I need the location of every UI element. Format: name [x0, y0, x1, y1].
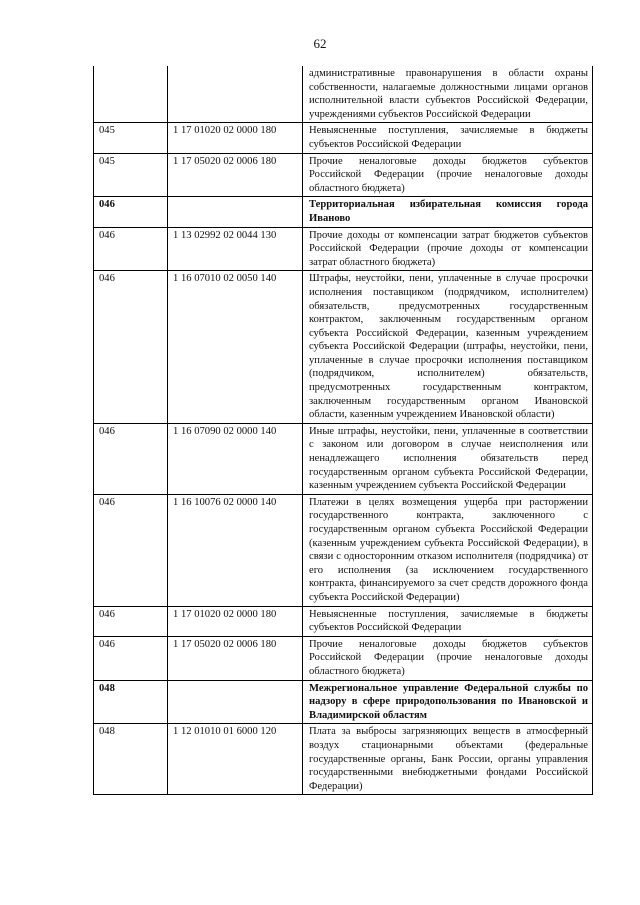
revenue-codes-table [93, 66, 593, 795]
table-row [94, 680, 593, 724]
revenue-name-cell: административные правонарушения в области охраны собственности, налагаемые должностными лицами органов исполнительной власти субъектов Российской Федерации, учреждениями субъектов Российской Федерации [303, 66, 593, 123]
administrator-code-cell: 045 [94, 153, 168, 197]
budget-classification-code-cell: 1 12 01010 01 6000 120 [168, 724, 303, 795]
revenue-name-cell: Прочие доходы от компенсации затрат бюджетов субъектов Российской Федерации (прочие доходы от компенсации затрат областного бюджета) [303, 227, 593, 271]
table-row [94, 636, 593, 680]
administrator-code-cell: 046 [94, 227, 168, 271]
revenue-name-cell: Межрегиональное управление Федеральной службы по надзору в сфере природопользования по Ивановской и Владимирской областям [303, 680, 593, 724]
budget-classification-code-cell [168, 197, 303, 227]
administrator-code-cell: 046 [94, 606, 168, 636]
administrator-code-cell [94, 66, 168, 123]
table-row [94, 66, 593, 123]
administrator-code-cell: 046 [94, 197, 168, 227]
page-number: 62 [313, 36, 327, 51]
administrator-code-cell: 045 [94, 123, 168, 153]
table-row [94, 606, 593, 636]
table-row [94, 423, 593, 494]
administrator-code-cell: 048 [94, 680, 168, 724]
table-row [94, 724, 593, 795]
administrator-code-cell: 046 [94, 271, 168, 424]
table-row [94, 227, 593, 271]
budget-classification-code-cell: 1 17 01020 02 0000 180 [168, 123, 303, 153]
budget-classification-code-cell: 1 16 10076 02 0000 140 [168, 494, 303, 606]
budget-classification-code-cell: 1 13 02992 02 0044 130 [168, 227, 303, 271]
table-row [94, 123, 593, 153]
budget-classification-code-cell: 1 16 07090 02 0000 140 [168, 423, 303, 494]
administrator-code-cell: 048 [94, 724, 168, 795]
administrator-code-cell: 046 [94, 494, 168, 606]
revenue-name-cell: Иные штрафы, неустойки, пени, уплаченные в соответствии с законом или договором в случае неисполнения или ненадлежащего исполнения обязательств перед государственным органом субъекта Российской Федерации, казенным учреждением субъекта Российской Федерации [303, 423, 593, 494]
revenue-name-cell: Платежи в целях возмещения ущерба при расторжении государственного контракта, заключенного с государственным органом субъекта Российской Федерации (казенным учреждением субъекта Российской Федерации), в связи с односторонним отказом исполнителя (подрядчика) от его исполнения (за исключением государственного контракта, финансируемого за счет средств дорожного фонда субъекта Российской Федерации) [303, 494, 593, 606]
table-row [94, 271, 593, 424]
revenue-name-cell: Прочие неналоговые доходы бюджетов субъектов Российской Федерации (прочие неналоговые доходы областного бюджета) [303, 153, 593, 197]
budget-classification-code-cell [168, 680, 303, 724]
revenue-name-cell: Плата за выбросы загрязняющих веществ в атмосферный воздух стационарными объектами (федеральные государственные органы, Банк России, органы управления государственными внебюджетными фондами Российской Федерации) [303, 724, 593, 795]
budget-classification-code-cell: 1 17 05020 02 0006 180 [168, 153, 303, 197]
budget-classification-code-cell: 1 17 01020 02 0000 180 [168, 606, 303, 636]
revenue-name-cell: Территориальная избирательная комиссия города Иваново [303, 197, 593, 227]
budget-classification-code-cell: 1 17 05020 02 0006 180 [168, 636, 303, 680]
revenue-name-cell: Прочие неналоговые доходы бюджетов субъектов Российской Федерации (прочие неналоговые доходы областного бюджета) [303, 636, 593, 680]
table-body [94, 66, 593, 795]
table-row [94, 153, 593, 197]
administrator-code-cell: 046 [94, 636, 168, 680]
budget-classification-code-cell: 1 16 07010 02 0050 140 [168, 271, 303, 424]
revenue-name-cell: Невыясненные поступления, зачисляемые в бюджеты субъектов Российской Федерации [303, 123, 593, 153]
administrator-code-cell: 046 [94, 423, 168, 494]
budget-classification-code-cell [168, 66, 303, 123]
revenue-name-cell: Невыясненные поступления, зачисляемые в бюджеты субъектов Российской Федерации [303, 606, 593, 636]
revenue-name-cell: Штрафы, неустойки, пени, уплаченные в случае просрочки исполнения поставщиком (подрядчиком, исполнителем) обязательств, предусмотренных государственным контрактом, заключенным государственным органом субъекта Российской Федерации, казенным учреждением субъекта Российской Федерации (штрафы, неустойки, пени, уплаченные в случае просрочки исполнения поставщиком (подрядчиком, исполнителем) обязательств, предусмотренных государственным контрактом, заключенным государственным органом Ивановской области, казенным учреждением Ивановской области) [303, 271, 593, 424]
table-row [94, 494, 593, 606]
table-row [94, 197, 593, 227]
